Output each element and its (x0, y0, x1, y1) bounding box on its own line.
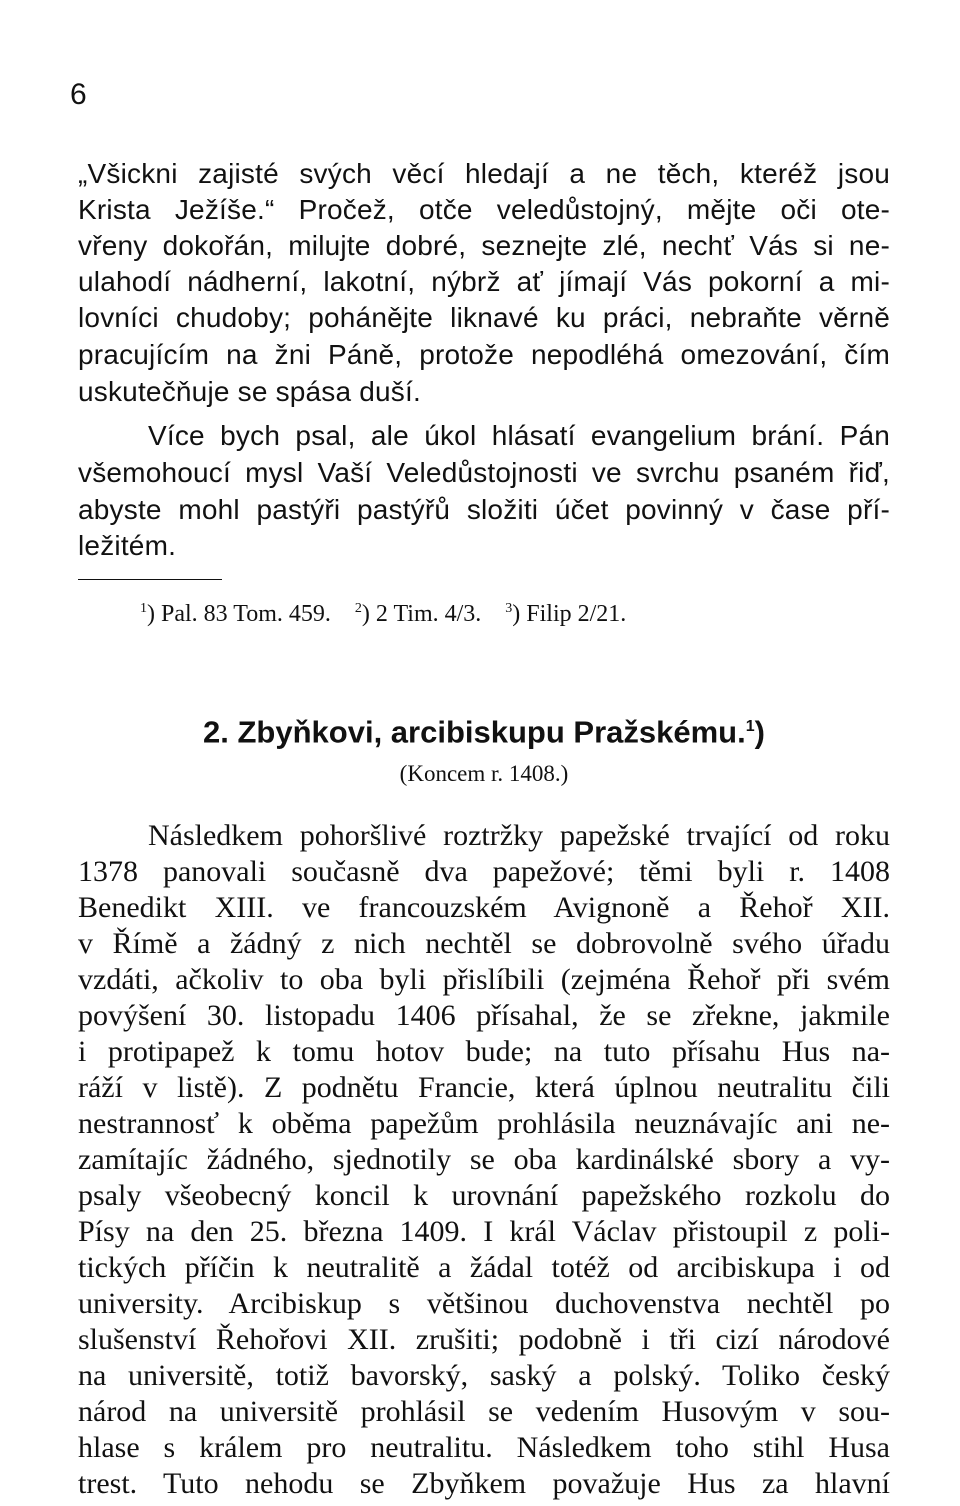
text-line: 1378 panovali současně dva papežové; těmi byli r. 1408 (78, 855, 890, 888)
text-line: povýšení 30. listopadu 1406 přísahal, že se zřekne, jakmile (78, 999, 890, 1032)
text-line: Více bych psal, ale úkol hlásatí evangelium brání. Pán (148, 420, 890, 451)
section-heading-text: 2. Zbyňkovi, arcibiskupu Pražskému. (203, 714, 746, 750)
footnote: $^1$) Pal. 83 Tom. 459. (140, 601, 331, 627)
text-line: trest. Tuto nehodu se Zbyňkem považuje Hus za hlavní (78, 1467, 890, 1500)
text-line: i protipapež k tomu hotov bude; na tuto přísahu Hus na- (78, 1035, 890, 1068)
footnote-mark: 1 (140, 601, 147, 616)
footnote-text: Filip 2/21. (526, 601, 627, 627)
heading-footnote-mark: 1 (745, 718, 755, 735)
text-line: nestrannosť k oběma papežům prohlásila neuznávajíc ani ne- (78, 1107, 890, 1140)
text-line: Krista Ježíše.“ Pročež, otče veledůstojný, mějte oči ote- (78, 194, 890, 225)
text-line: „Všickni zajisté svých věcí hledají a ne těch, kteréž jsou (78, 158, 890, 189)
text-line: ulahodí nádherní, lakotní, nýbrž ať jímají Vás pokorní a mi- (78, 266, 890, 297)
footnotes (140, 593, 644, 630)
text-line: Písy na den 25. března 1409. I král Václav přistoupil z poli- (78, 1215, 890, 1248)
text-line: pracujícím na žni Páně, protože nepodléhá omezování, čím (78, 339, 890, 370)
text-line: abyste mohl pastýři pastýřů složiti účet povinný v čase pří- (78, 494, 890, 525)
text-line: uskutečňuje se spása duší. (78, 376, 421, 407)
page-number: 6 (70, 78, 87, 111)
text-line: národ na universitě prohlásil se vedením Husovým v sou- (78, 1395, 890, 1428)
text-line: ležitém. (78, 530, 177, 561)
text-line: Následkem pohoršlivé roztržky papežské trvající od roku (148, 819, 890, 852)
text-line: zamítajíc žádného, sjednotily se oba kardinálské sbory a vy- (78, 1143, 890, 1176)
footnote-mark: 3 (505, 601, 513, 616)
footnote: $^2$) 2 Tim. 4/3. (354, 601, 482, 627)
text-line: na universitě, totiž bavorský, saský a polský. Toliko český (78, 1359, 890, 1392)
section-heading: 2. Zbyňkovi, arcibiskupu Pražskému.$^1$) (203, 714, 765, 750)
text-line: ráží v listě). Z podnětu Francie, která úplnou neutralitu čili (78, 1071, 890, 1104)
text-line: slušenství Řehořovi XII. zrušiti; podobně i tři cizí národové (78, 1323, 890, 1356)
footnote-divider (78, 579, 222, 580)
footnote-mark: 2 (354, 601, 362, 616)
section-date: (Koncem r. 1408.) (399, 761, 569, 786)
text-line: v Římě a žádný z nich nechtěl se dobrovolně svého úřadu (78, 927, 890, 960)
text-line: lovníci chudoby; pohánějte liknavé ku práci, nebraňte věrně (78, 302, 890, 333)
footnote: $^3$) Filip 2/21. (505, 601, 627, 627)
text-line: university. Arcibiskup s většinou duchovenstva nechtěl po (78, 1287, 890, 1320)
text-line: tických příčin k neutralitě a žádal totéž od arcibiskupa i od (78, 1251, 890, 1284)
text-line: hlase s králem pro neutralitu. Následkem toho stihl Husa (78, 1431, 890, 1464)
text-line: psaly všeobecný koncil k urovnání papežského rozkolu do (78, 1179, 890, 1212)
text-line: Benedikt XIII. ve francouzském Avignoně a Řehoř XII. (78, 891, 890, 924)
footnote-text: 2 Tim. 4/3. (375, 601, 482, 627)
footnote-text: Pal. 83 Tom. 459. (161, 601, 331, 627)
text-line: všemohoucí mysl Vaší Veledůstojnosti ve svrchu psaném řiď, (78, 457, 890, 488)
text-line: vzdáti, ačkoliv to oba byli přislíbili (zejména Řehoř při svém (78, 963, 890, 996)
text-line: vřeny dokořán, milujte dobré, seznejte zlé, nechť Vás si ne- (78, 230, 890, 261)
